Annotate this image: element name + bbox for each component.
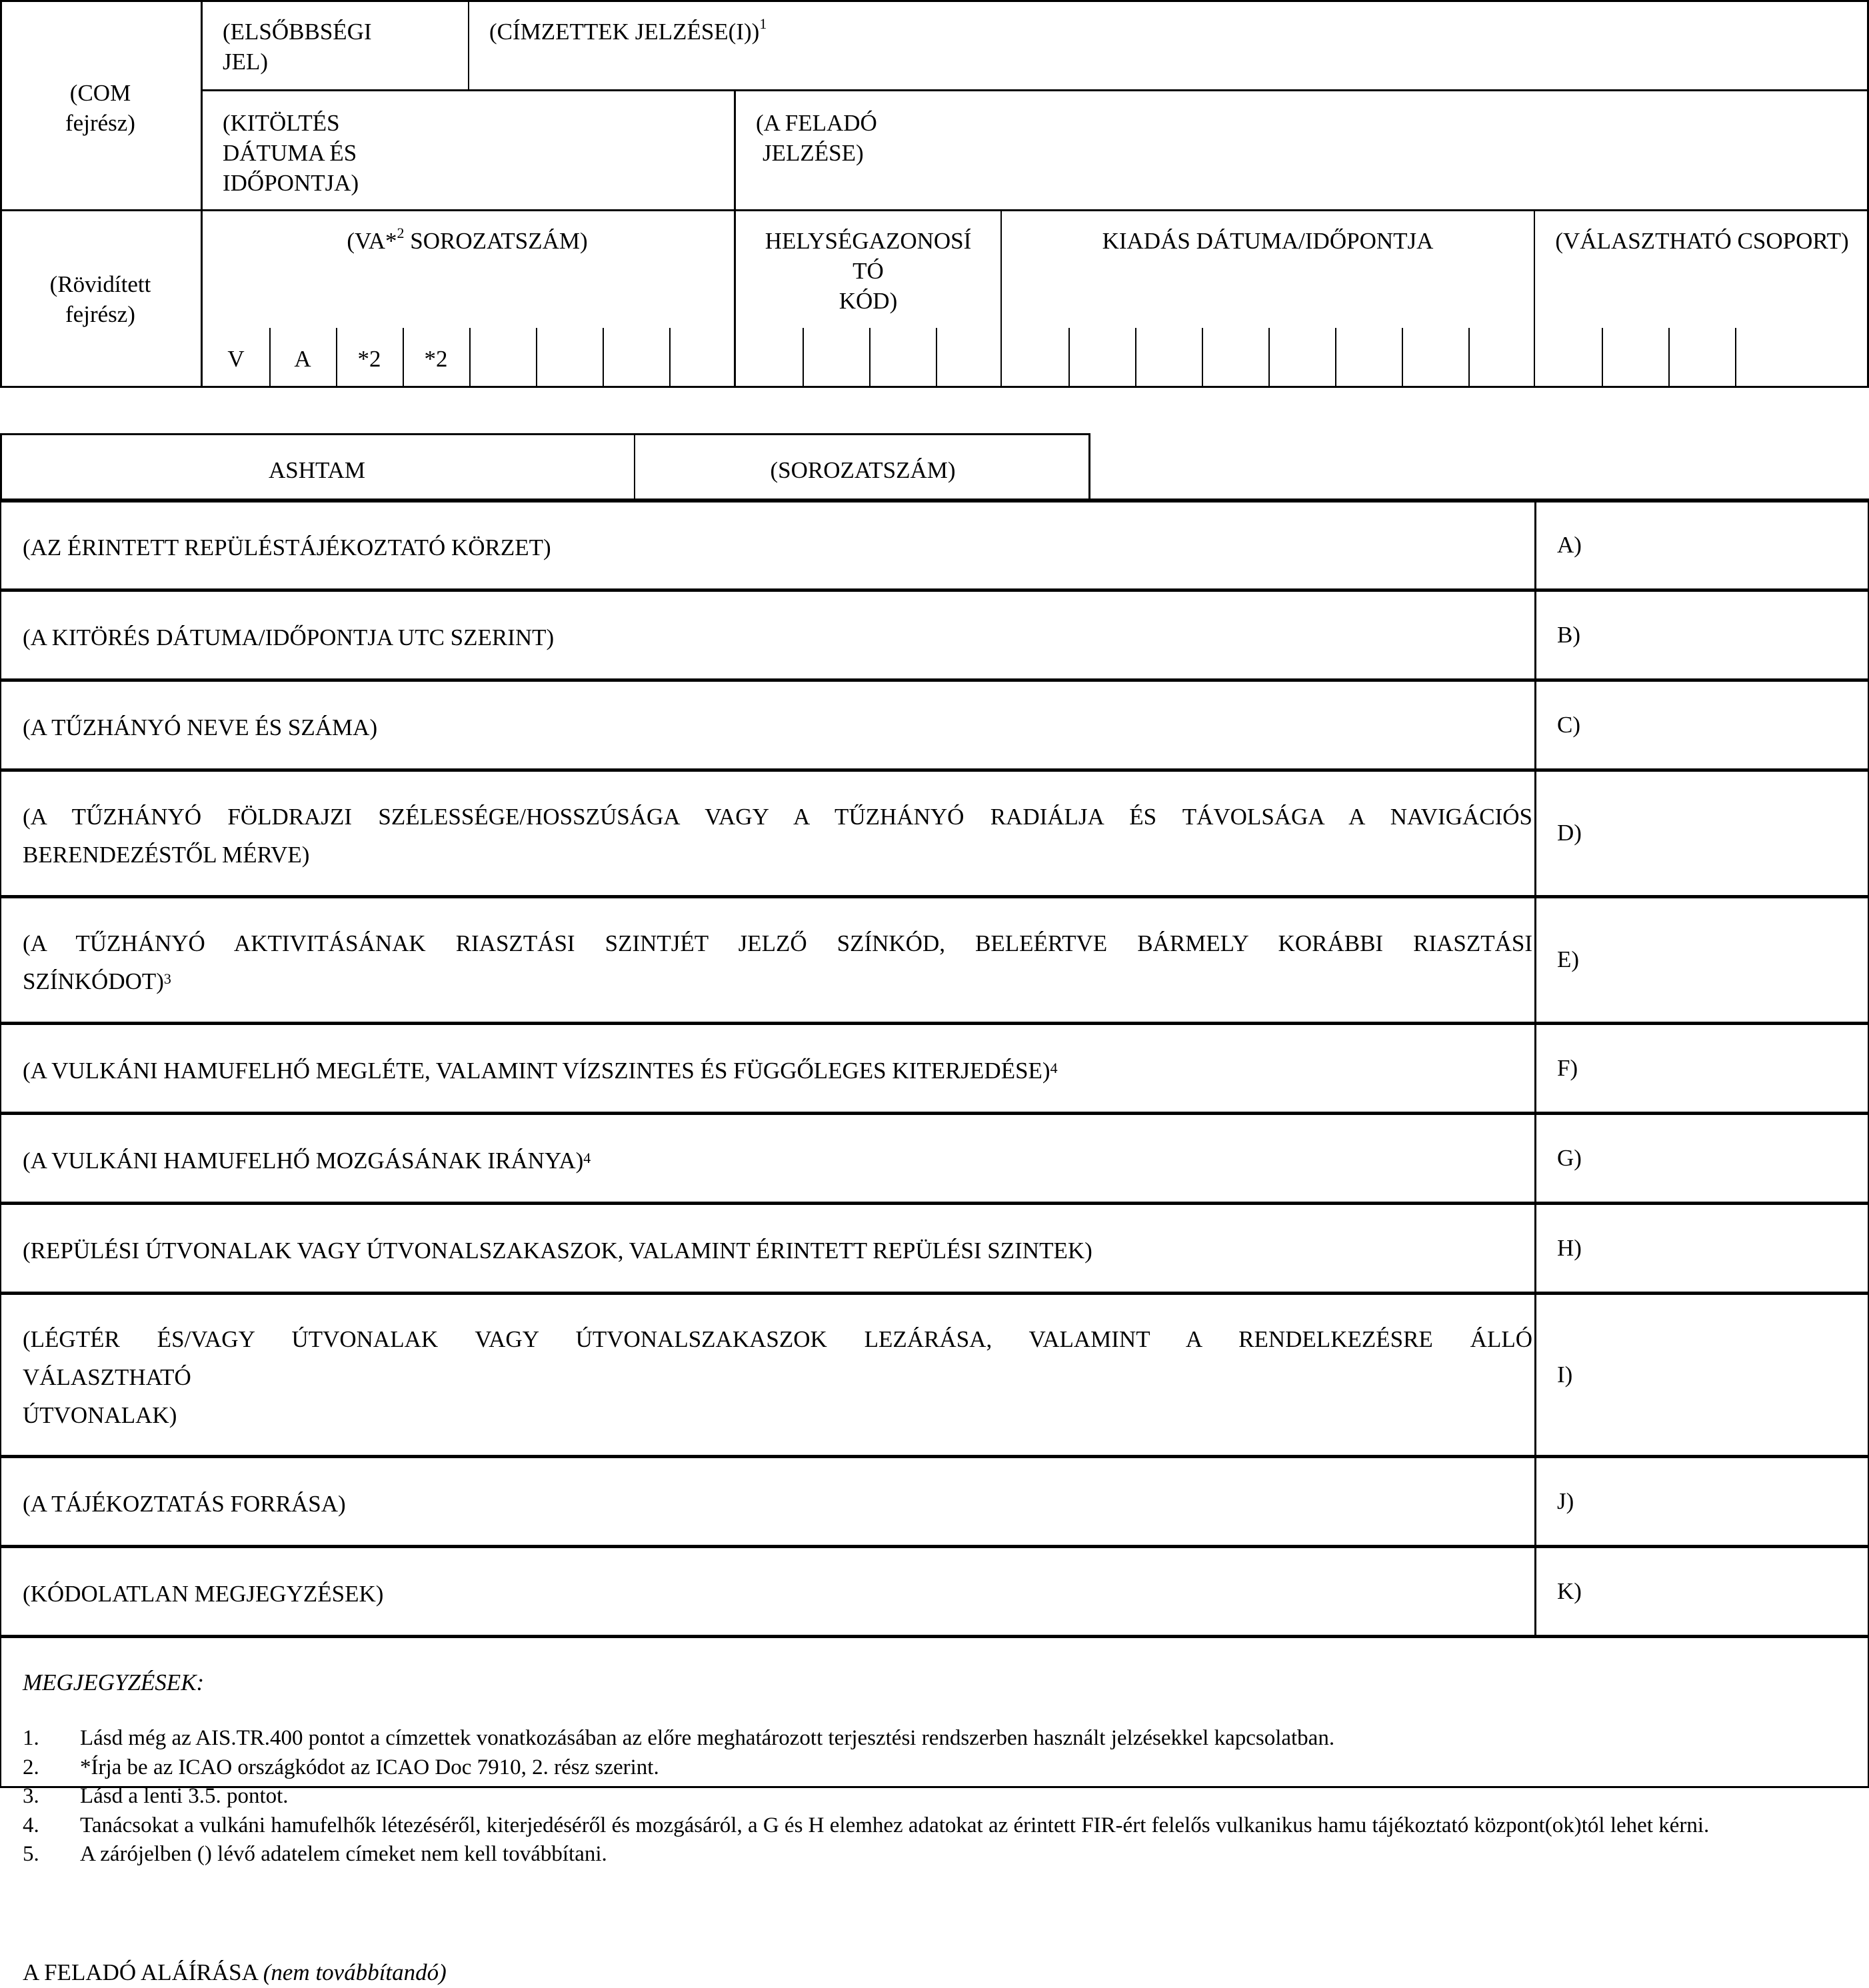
item-label: (A VULKÁNI HAMUFELHŐ MEGLÉTE, VALAMINT VÍZSZINTES ÉS FÜGGŐLEGES KITERJEDÉSE)$^4$ [23, 1058, 1058, 1084]
issue-box[interactable] [1402, 345, 1468, 378]
item-letter: E) [1557, 946, 1580, 972]
issue-box[interactable] [1135, 345, 1202, 378]
note-text: Tanácsokat a vulkáni hamufelhők létezéséről, kiterjedéséről és mozgásáról, a G és H elemhez adatokat az érintett FIR-ért felelős vulkanikus hamu tájékoztató központ(ok)tól lehet kérni. [80, 1813, 1710, 1837]
item-letter: H) [1557, 1234, 1582, 1261]
abbreviated-header-label: (Rövidített fejrész) [49, 271, 151, 327]
note-number: 4. [23, 1813, 39, 1837]
notes-list [23, 1724, 1849, 1869]
note-text: Lásd a lenti 3.5. pontot. [80, 1784, 289, 1809]
optional-group-label: (VÁLASZTHATÓ CSOPORT) [1555, 228, 1849, 254]
serial-box[interactable]: *2 [357, 346, 381, 372]
com-label: (COM fejrész) [65, 80, 135, 136]
ashtam-serial-label: (SOROZATSZÁM) [770, 457, 956, 483]
notes-title: MEGJEGYZÉSEK: [23, 1669, 205, 1695]
note-number: 2. [23, 1755, 39, 1779]
item-label: (A KITÖRÉS DÁTUMA/IDŐPONTJA UTC SZERINT) [23, 624, 555, 650]
serial-number-label: (VA*$^2$ SOROZATSZÁM) [347, 225, 588, 254]
item-letter: I) [1557, 1361, 1573, 1388]
item-label: (REPÜLÉSI ÚTVONALAK VAGY ÚTVONALSZAKASZOK, VALAMINT ÉRINTETT REPÜLÉSI SZINTEK) [23, 1238, 1092, 1264]
note-item [23, 1724, 1849, 1753]
location-indicator-label: HELYSÉGAZONOSÍ TÓ KÓD) [765, 228, 972, 314]
issue-box[interactable] [1002, 345, 1068, 378]
item-letter: A) [1557, 531, 1582, 558]
item-letter: J) [1557, 1488, 1574, 1514]
item-letter: B) [1557, 621, 1580, 648]
note-number: 1. [23, 1726, 39, 1750]
note-item [23, 1782, 1849, 1811]
divider [201, 0, 203, 388]
addressee-label: (CÍMZETTEK JELZÉSE(I))$^1$ [489, 15, 767, 45]
note-item [23, 1840, 1849, 1869]
note-item [23, 1811, 1849, 1841]
filing-datetime-label: (KITÖLTÉS DÁTUMA ÉS IDŐPONTJA) [223, 110, 359, 196]
note-text: A zárójelben () lévő adatelem címeket nem kell továbbítani. [80, 1842, 607, 1867]
signature-note: (nem továbbítandó) [263, 1959, 447, 1985]
item-label: (KÓDOLATLAN MEGJEGYZÉSEK) [23, 1581, 384, 1607]
item-letter: D) [1557, 820, 1582, 846]
issue-box[interactable] [1268, 345, 1335, 378]
issue-box[interactable] [1468, 345, 1535, 378]
divider [468, 0, 469, 91]
issue-datetime-label: KIADÁS DÁTUMA/IDŐPONTJA [1102, 228, 1434, 254]
location-box[interactable] [869, 345, 936, 378]
serial-box[interactable] [669, 345, 736, 378]
optional-box[interactable] [1535, 345, 1602, 378]
serial-box[interactable]: A [294, 346, 311, 372]
serial-box[interactable] [536, 345, 603, 378]
divider [0, 209, 1869, 211]
item-label: (LÉGTÉR ÉS/VAGY ÚTVONALAK VAGY ÚTVONALSZAKASZOK LEZÁRÁSA, VALAMINT A RENDELKEZÉSRE ÁLLÓ VÁLASZTHATÓ ÚTVONALAK) [23, 1326, 1532, 1428]
item-label: (AZ ÉRINTETT REPÜLÉSTÁJÉKOZTATÓ KÖRZET) [23, 534, 551, 560]
item-label: (A TŰZHÁNYÓ NEVE ÉS SZÁMA) [23, 714, 378, 740]
ashtam-title: ASHTAM [269, 457, 365, 483]
divider [201, 89, 1869, 91]
item-label: (A TŰZHÁNYÓ FÖLDRAJZI SZÉLESSÉGE/HOSSZÚSÁGA VAGY A TŰZHÁNYÓ RADIÁLJA ÉS TÁVOLSÁGA A NAVIGÁCIÓS BERENDEZÉSTŐL MÉRVE) [23, 804, 1532, 868]
note-number: 3. [23, 1784, 39, 1809]
optional-box[interactable] [1668, 345, 1735, 378]
location-box[interactable] [803, 345, 869, 378]
optional-box[interactable] [1735, 345, 1802, 378]
optional-box[interactable] [1602, 345, 1668, 378]
note-text: *Írja be az ICAO országkódot az ICAO Doc 7910, 2. rész szerint. [80, 1755, 659, 1779]
item-label: (A TŰZHÁNYÓ AKTIVITÁSÁNAK RIASZTÁSI SZINTJÉT JELZŐ SZÍNKÓD, BELEÉRTVE BÁRMELY KORÁBBI RIASZTÁSI SZÍNKÓDOT)$^3$ [23, 930, 1532, 994]
note-text: Lásd még az AIS.TR.400 pontot a címzettek vonatkozásában az előre meghatározott terjesztési rendszerben használt jelzésekkel kapcsolatban. [80, 1726, 1335, 1750]
item-label: (A VULKÁNI HAMUFELHŐ MOZGÁSÁNAK IRÁNYA)$^4$ [23, 1148, 591, 1174]
note-item [23, 1753, 1849, 1783]
location-box[interactable] [736, 345, 803, 378]
location-box[interactable] [936, 345, 1002, 378]
item-letter: K) [1557, 1577, 1582, 1604]
serial-box[interactable]: V [227, 346, 245, 372]
priority-label: (ELSŐBBSÉGI JEL) [223, 19, 372, 75]
serial-box[interactable] [603, 345, 669, 378]
serial-box[interactable]: *2 [424, 346, 448, 372]
note-number: 5. [23, 1842, 39, 1867]
signature-line [23, 1958, 447, 1988]
item-letter: C) [1557, 711, 1580, 738]
issue-box[interactable] [1202, 345, 1268, 378]
serial-box[interactable] [469, 345, 536, 378]
issue-box[interactable] [1335, 345, 1402, 378]
item-label: (A TÁJÉKOZTATÁS FORRÁSA) [23, 1491, 346, 1517]
originator-label: (A FELADÓ JELZÉSE) [756, 110, 877, 166]
item-letter: G) [1557, 1144, 1582, 1171]
item-letter: F) [1557, 1054, 1578, 1081]
issue-box[interactable] [1068, 345, 1135, 378]
signature-label: A FELADÓ ALÁÍRÁSA [23, 1959, 257, 1985]
